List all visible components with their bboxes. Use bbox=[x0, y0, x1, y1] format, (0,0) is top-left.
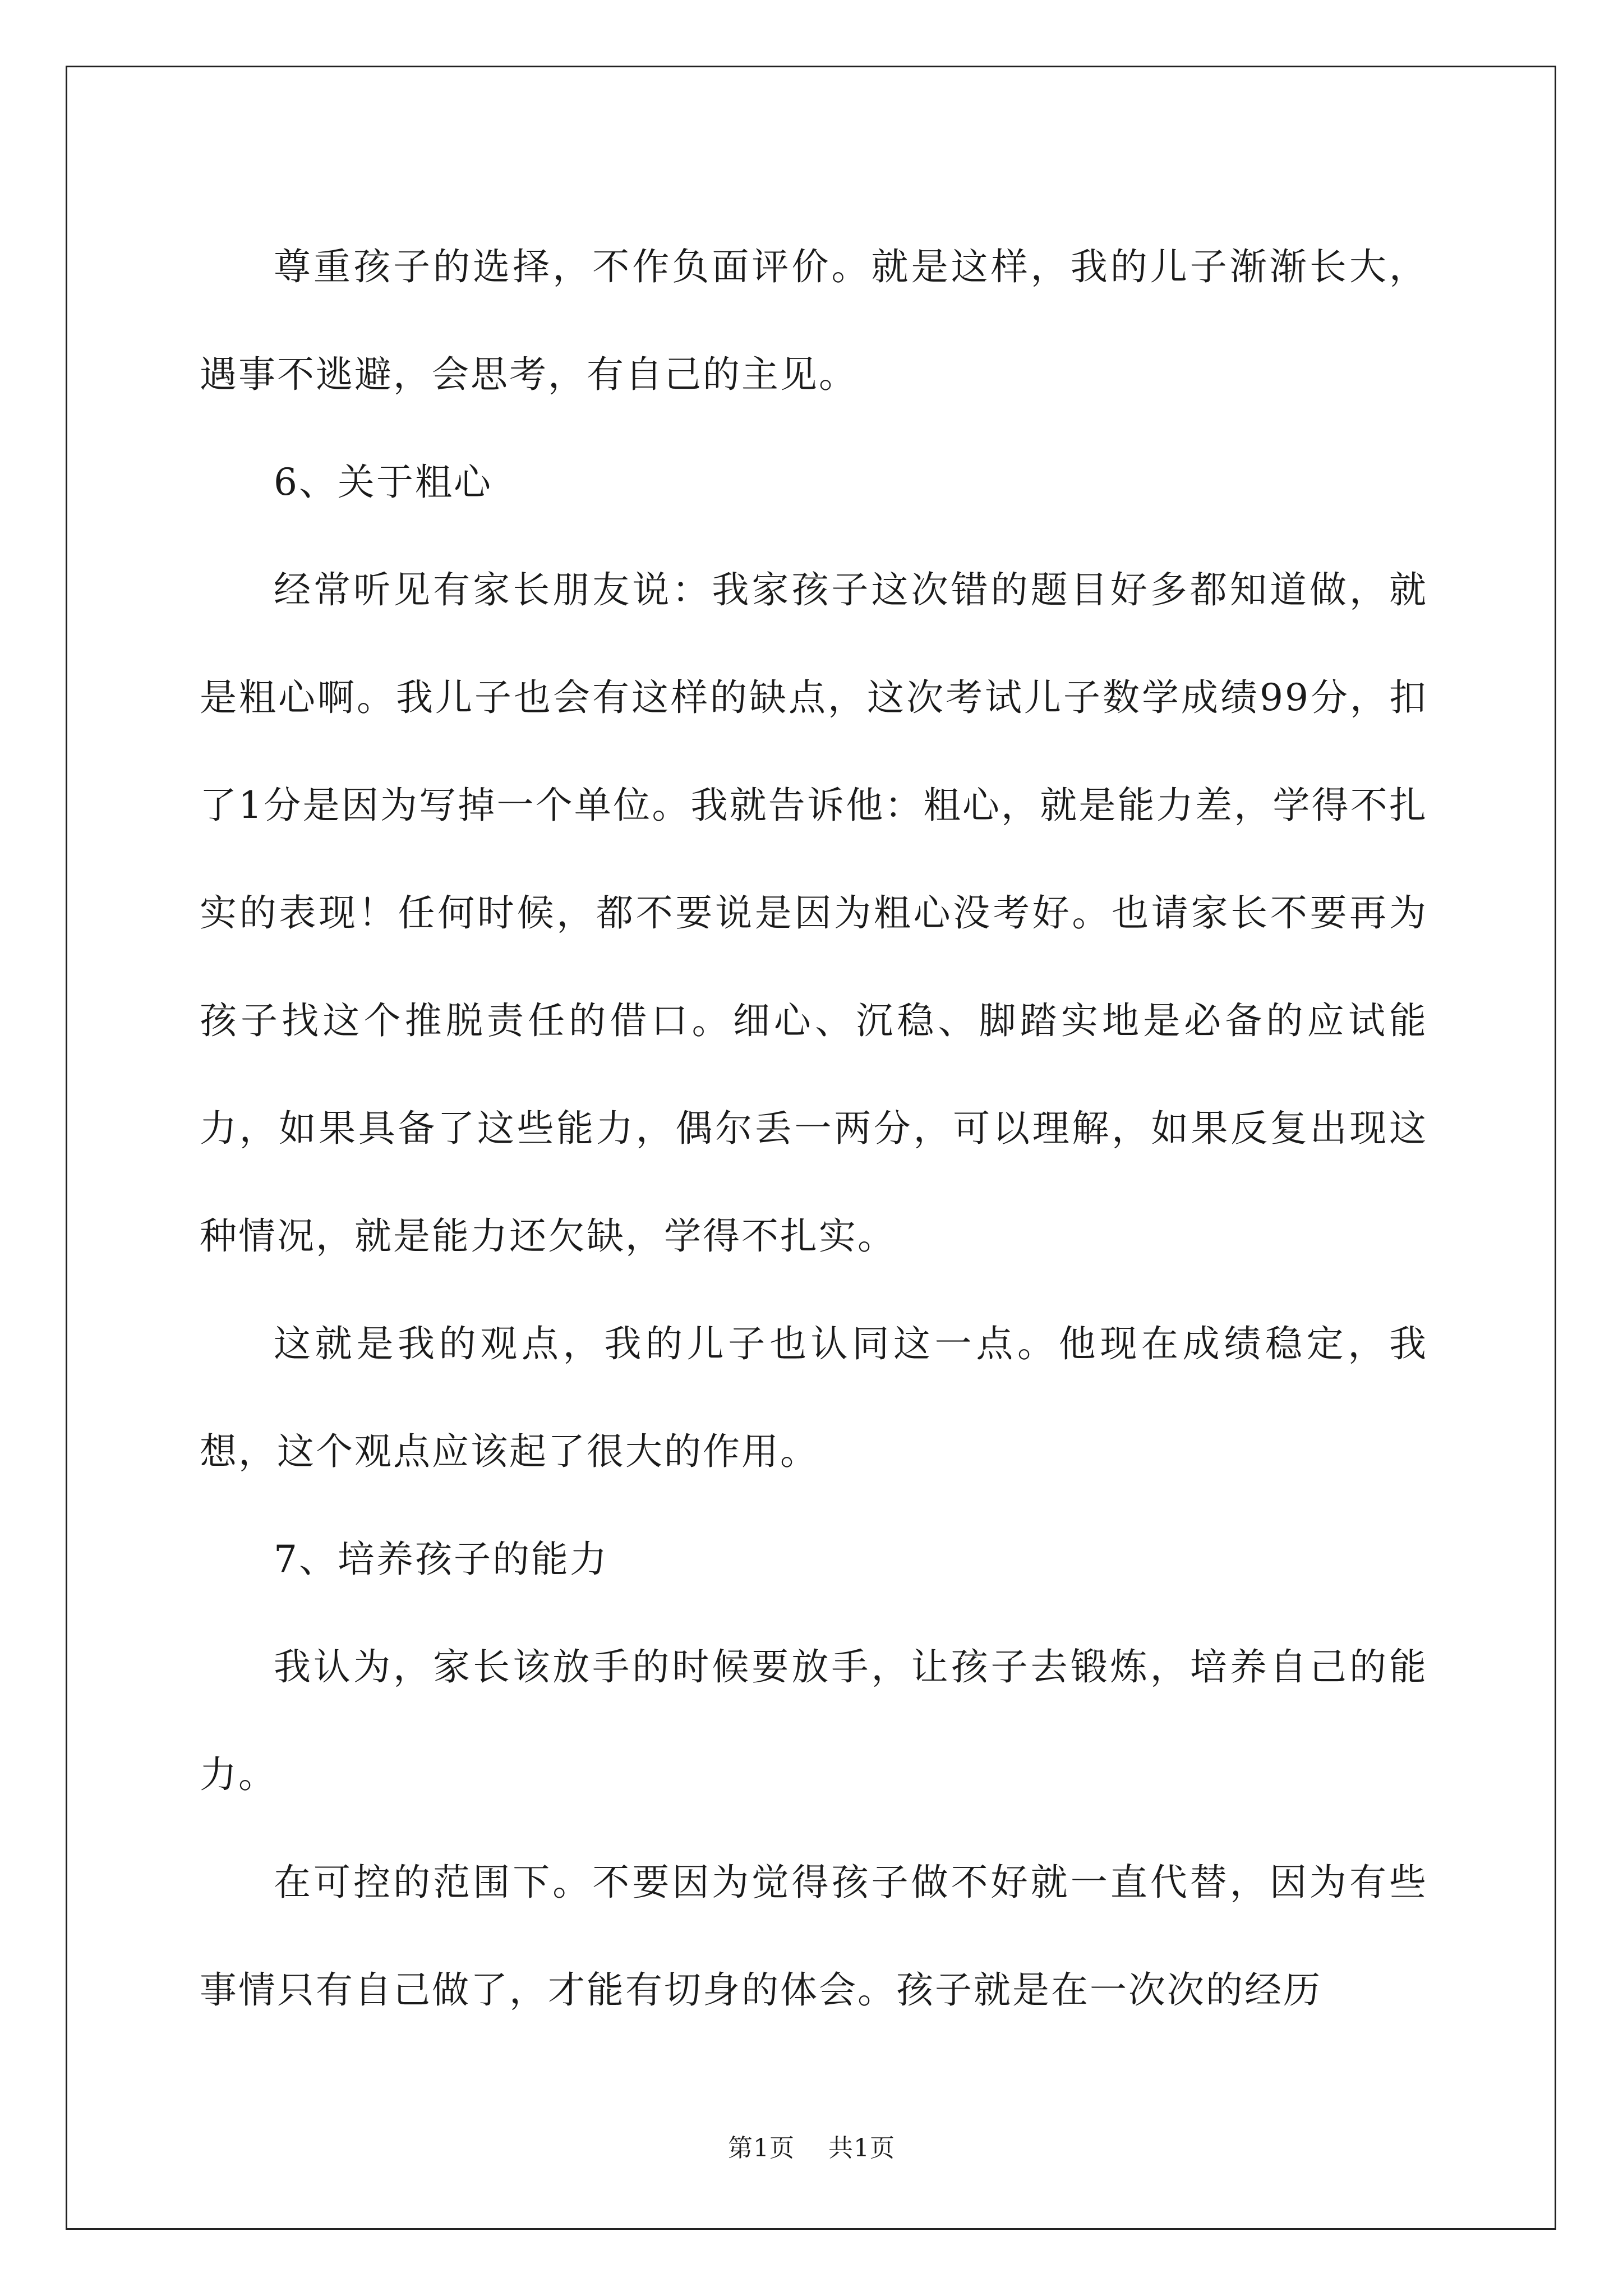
section-heading: 6、关于粗心 bbox=[274, 461, 492, 504]
page-footer bbox=[0, 2132, 1623, 2165]
paragraph: 经常听见有家长朋友说：我家孩子这次错的题目好多都知道做，就是粗心啊。我儿子也会有这样的缺点，这次考试儿子数学成绩99分，扣了1分是因为写掉一个单位。我就告诉他：粗心，就是能力差，学得不扎实的表现！任何时候，都不要说是因为粗心没考好。也请家长不要再为孩子找这个推脱责任的借口。细心、沉稳、脚踏实地是必备的应试能力，如果具备了这些能力，偶尔丢一两分，可以理解，如果反复出现这种情况，就是能力还欠缺，学得不扎实。 bbox=[200, 568, 1428, 1258]
paragraph: 尊重孩子的选择，不作负面评价。就是这样，我的儿子渐渐长大，遇事不逃避，会思考，有自己的主见。 bbox=[200, 245, 1428, 396]
document-body bbox=[200, 213, 1428, 2044]
paragraph: 我认为，家长该放手的时候要放手，让孩子去锻炼，培养自己的能力。 bbox=[200, 1645, 1428, 1796]
page-number: 第1页 bbox=[728, 2134, 795, 2162]
page-total: 共1页 bbox=[828, 2134, 895, 2162]
section-heading: 7、培养孩子的能力 bbox=[274, 1538, 608, 1581]
paragraph: 在可控的范围下。不要因为觉得孩子做不好就一直代替，因为有些事情只有自己做了，才能有切身的体会。孩子就是在一次次的经历 bbox=[200, 1861, 1428, 2012]
paragraph: 这就是我的观点，我的儿子也认同这一点。他现在成绩稳定，我想，这个观点应该起了很大的作用。 bbox=[200, 1322, 1428, 1473]
